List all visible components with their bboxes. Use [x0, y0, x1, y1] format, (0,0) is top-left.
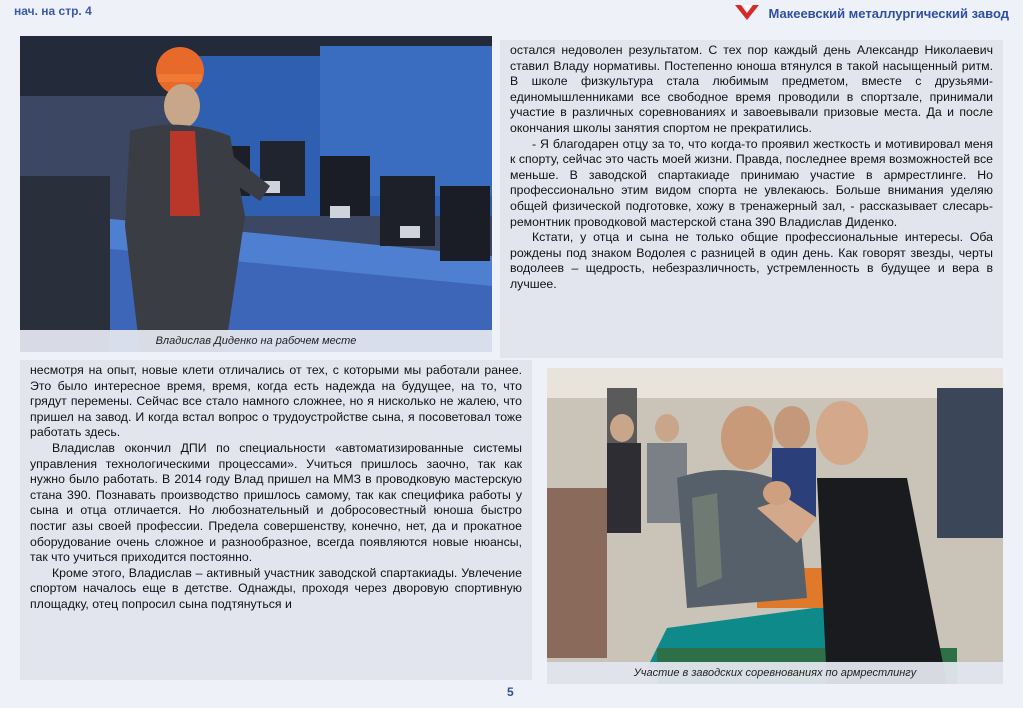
continued-from-note: нач. на стр. 4 — [14, 4, 92, 18]
photo-armwrestling — [547, 368, 1003, 684]
paragraph: - Я благодарен отцу за то, что когда-то проявил жесткость и мотивировал меня к спорту, сейчас это часть моей жизни. Правда, последнее время возможностей все меньше. В заводской спартакиаде принимаю участие в армрестлинге. Но профессионально этим видом спорта не увлекаюсь. Больше внимания уделяю общей физической подготовке, хожу в тренажерный зал, - рассказывает слесарь-ремонтник проводковой мастерской стана 390 Владислав Диденко. — [510, 136, 993, 229]
paragraph: остался недоволен результатом. С тех пор каждый день Александр Николаевич ставил Владу нормативы. Постепенно юноша втянулся в такой насыщенный ритм. В школе физкультура стала любимым предметом, вместе с друзьями-единомышленниками все свободное время проводили в спортзале, принимали участие в различных соревнованиях и завоевывали призовые места. Да и после окончания школы занятия спортом не прекратились. — [510, 43, 993, 135]
paragraph: Владислав окончил ДПИ по специальности «автоматизированные системы управления технологическими процессами». Учиться пришлось заочно, так как нужно было работать. В 2014 году Влад пришел на ММЗ в проводковую мастерскую стана 390. Познавать производство пришлось самому, так как специфика работы у сына и отца отличается. Но любознательный и добросовестный юноша быстро постиг азы своей профессии. Предела совершенству, конечно, нет, да и прокатное оборудование очень сложное и разнообразное, всегда появляются новые нюансы, так что учиться приходится постоянно. — [30, 440, 522, 565]
paragraph: Кроме этого, Владислав – активный участник заводской спартакиады. Увлечение спортом началось еще в детстве. Однажды, проходя через дворовую спортивную площадку, отец попросил сына подтянуться и — [30, 565, 522, 611]
photo-worker — [20, 36, 492, 352]
armwrestling-photo-image — [547, 368, 1003, 684]
brand-name: Макеевский металлургический завод — [768, 5, 1009, 21]
paragraph: Кстати, у отца и сына не только общие профессиональные интересы. Оба рождены под знаком Водолея с разницей в один день. Как говорят звезды, черты водолеев – щедрость, небезразличность, устремленность в будущее и вера в лучшее. — [510, 230, 993, 291]
photo-caption-armwrestling: Участие в заводских соревнованиях по армрестлингу — [547, 662, 1003, 684]
workshop-photo-image — [20, 36, 492, 352]
page-number: 5 — [507, 685, 514, 699]
photo-caption-worker: Владислав Диденко на рабочем месте — [20, 330, 492, 352]
text-column-right — [500, 40, 1003, 358]
text-column-left — [20, 360, 532, 680]
plant-logo-icon — [732, 2, 762, 24]
brand-header — [732, 2, 1009, 24]
paragraph: несмотря на опыт, новые клети отличались от тех, с которыми мы работали ранее. Это было интересное время, время, когда есть надежда на будущее, на то, что грядут перемены. Сейчас все стало намного сложнее, но я нисколько не жалею, что пришел на завод. И когда встал вопрос о трудоустройстве сына, я посоветовал тоже работать здесь. — [30, 363, 522, 440]
